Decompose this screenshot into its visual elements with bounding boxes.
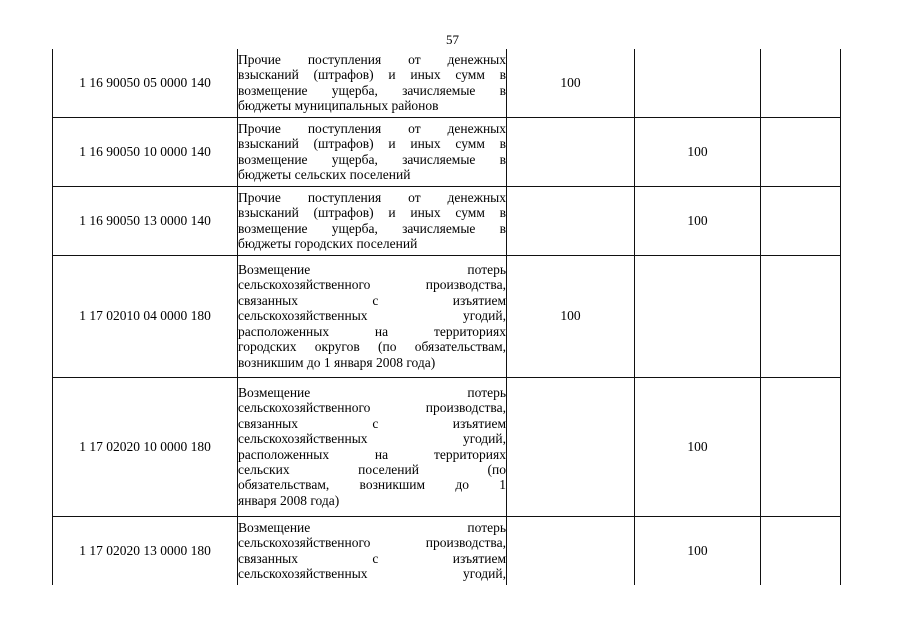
- description-line: возникшим до 1 января 2008 года): [238, 354, 436, 370]
- revenue-table: [52, 49, 841, 585]
- table-row: [53, 377, 841, 516]
- value-cell-b: 100: [635, 377, 761, 516]
- description-cell: [238, 117, 507, 186]
- table-row: [53, 186, 841, 255]
- value-cell-c: [761, 186, 841, 255]
- table-body: [53, 49, 841, 585]
- description-line: бюджеты городских поселений: [238, 235, 418, 251]
- description-line: Возмещение потерь: [238, 519, 506, 535]
- budget-code: 1 17 02010 04 0000 180: [53, 255, 238, 377]
- description-cell: [238, 186, 507, 255]
- description-line: сельскохозяйственного производства,: [238, 535, 506, 551]
- description-line: возмещение ущерба, зачисляемые в: [238, 220, 506, 236]
- value-cell-c: [761, 377, 841, 516]
- value-cell-b: 100: [635, 117, 761, 186]
- value-cell-a: 100: [507, 49, 635, 117]
- table-row: [53, 117, 841, 186]
- description-cell: [238, 255, 507, 377]
- description-line: сельских поселений (по: [238, 461, 506, 477]
- description-line: расположенных на территориях: [238, 323, 506, 339]
- description-line: обязательствам, возникшим до 1: [238, 477, 506, 493]
- description-line: связанных с изъятием: [238, 550, 506, 566]
- value-cell-b: 100: [635, 516, 761, 585]
- description-line: Прочие поступления от денежных: [238, 120, 506, 136]
- description-line: сельскохозяйственных угодий,: [238, 566, 506, 582]
- description-line: взысканий (штрафов) и иных сумм в: [238, 136, 506, 152]
- budget-code: 1 17 02020 13 0000 180: [53, 516, 238, 585]
- description-line: сельскохозяйственного производства,: [238, 400, 506, 416]
- value-cell-b: 100: [635, 186, 761, 255]
- description-line: Возмещение потерь: [238, 262, 506, 278]
- budget-code: 1 17 02020 10 0000 180: [53, 377, 238, 516]
- value-cell-c: [761, 117, 841, 186]
- budget-code: 1 16 90050 05 0000 140: [53, 49, 238, 117]
- table-row: [53, 49, 841, 117]
- description-cell: [238, 516, 507, 585]
- value-cell-c: [761, 516, 841, 585]
- description-line: возмещение ущерба, зачисляемые в: [238, 82, 506, 98]
- description-line: Возмещение потерь: [238, 384, 506, 400]
- budget-code: 1 16 90050 10 0000 140: [53, 117, 238, 186]
- value-cell-c: [761, 49, 841, 117]
- description-line: сельскохозяйственного производства,: [238, 277, 506, 293]
- value-cell-b: [635, 255, 761, 377]
- value-cell-a: 100: [507, 255, 635, 377]
- page-number: 57: [446, 32, 459, 47]
- description-cell: [238, 377, 507, 516]
- value-cell-c: [761, 255, 841, 377]
- description-line: сельскохозяйственных угодий,: [238, 431, 506, 447]
- description-line: сельскохозяйственных угодий,: [238, 308, 506, 324]
- table-row: [53, 255, 841, 377]
- table-row: [53, 516, 841, 585]
- description-line: января 2008 года): [238, 492, 340, 508]
- value-cell-a: [507, 377, 635, 516]
- budget-code: 1 16 90050 13 0000 140: [53, 186, 238, 255]
- value-cell-b: [635, 49, 761, 117]
- value-cell-a: [507, 117, 635, 186]
- description-line: связанных с изъятием: [238, 415, 506, 431]
- description-line: взысканий (штрафов) и иных сумм в: [238, 67, 506, 83]
- value-cell-a: [507, 186, 635, 255]
- description-line: связанных с изъятием: [238, 292, 506, 308]
- description-line: возмещение ущерба, зачисляемые в: [238, 151, 506, 167]
- description-cell: [238, 49, 507, 117]
- description-line: бюджеты муниципальных районов: [238, 98, 439, 114]
- description-line: бюджеты сельских поселений: [238, 166, 411, 182]
- description-line: Прочие поступления от денежных: [238, 189, 506, 205]
- description-line: городских округов (по обязательствам,: [238, 339, 506, 355]
- description-line: Прочие поступления от денежных: [238, 51, 506, 67]
- value-cell-a: [507, 516, 635, 585]
- description-line: расположенных на территориях: [238, 446, 506, 462]
- description-line: взысканий (штрафов) и иных сумм в: [238, 205, 506, 221]
